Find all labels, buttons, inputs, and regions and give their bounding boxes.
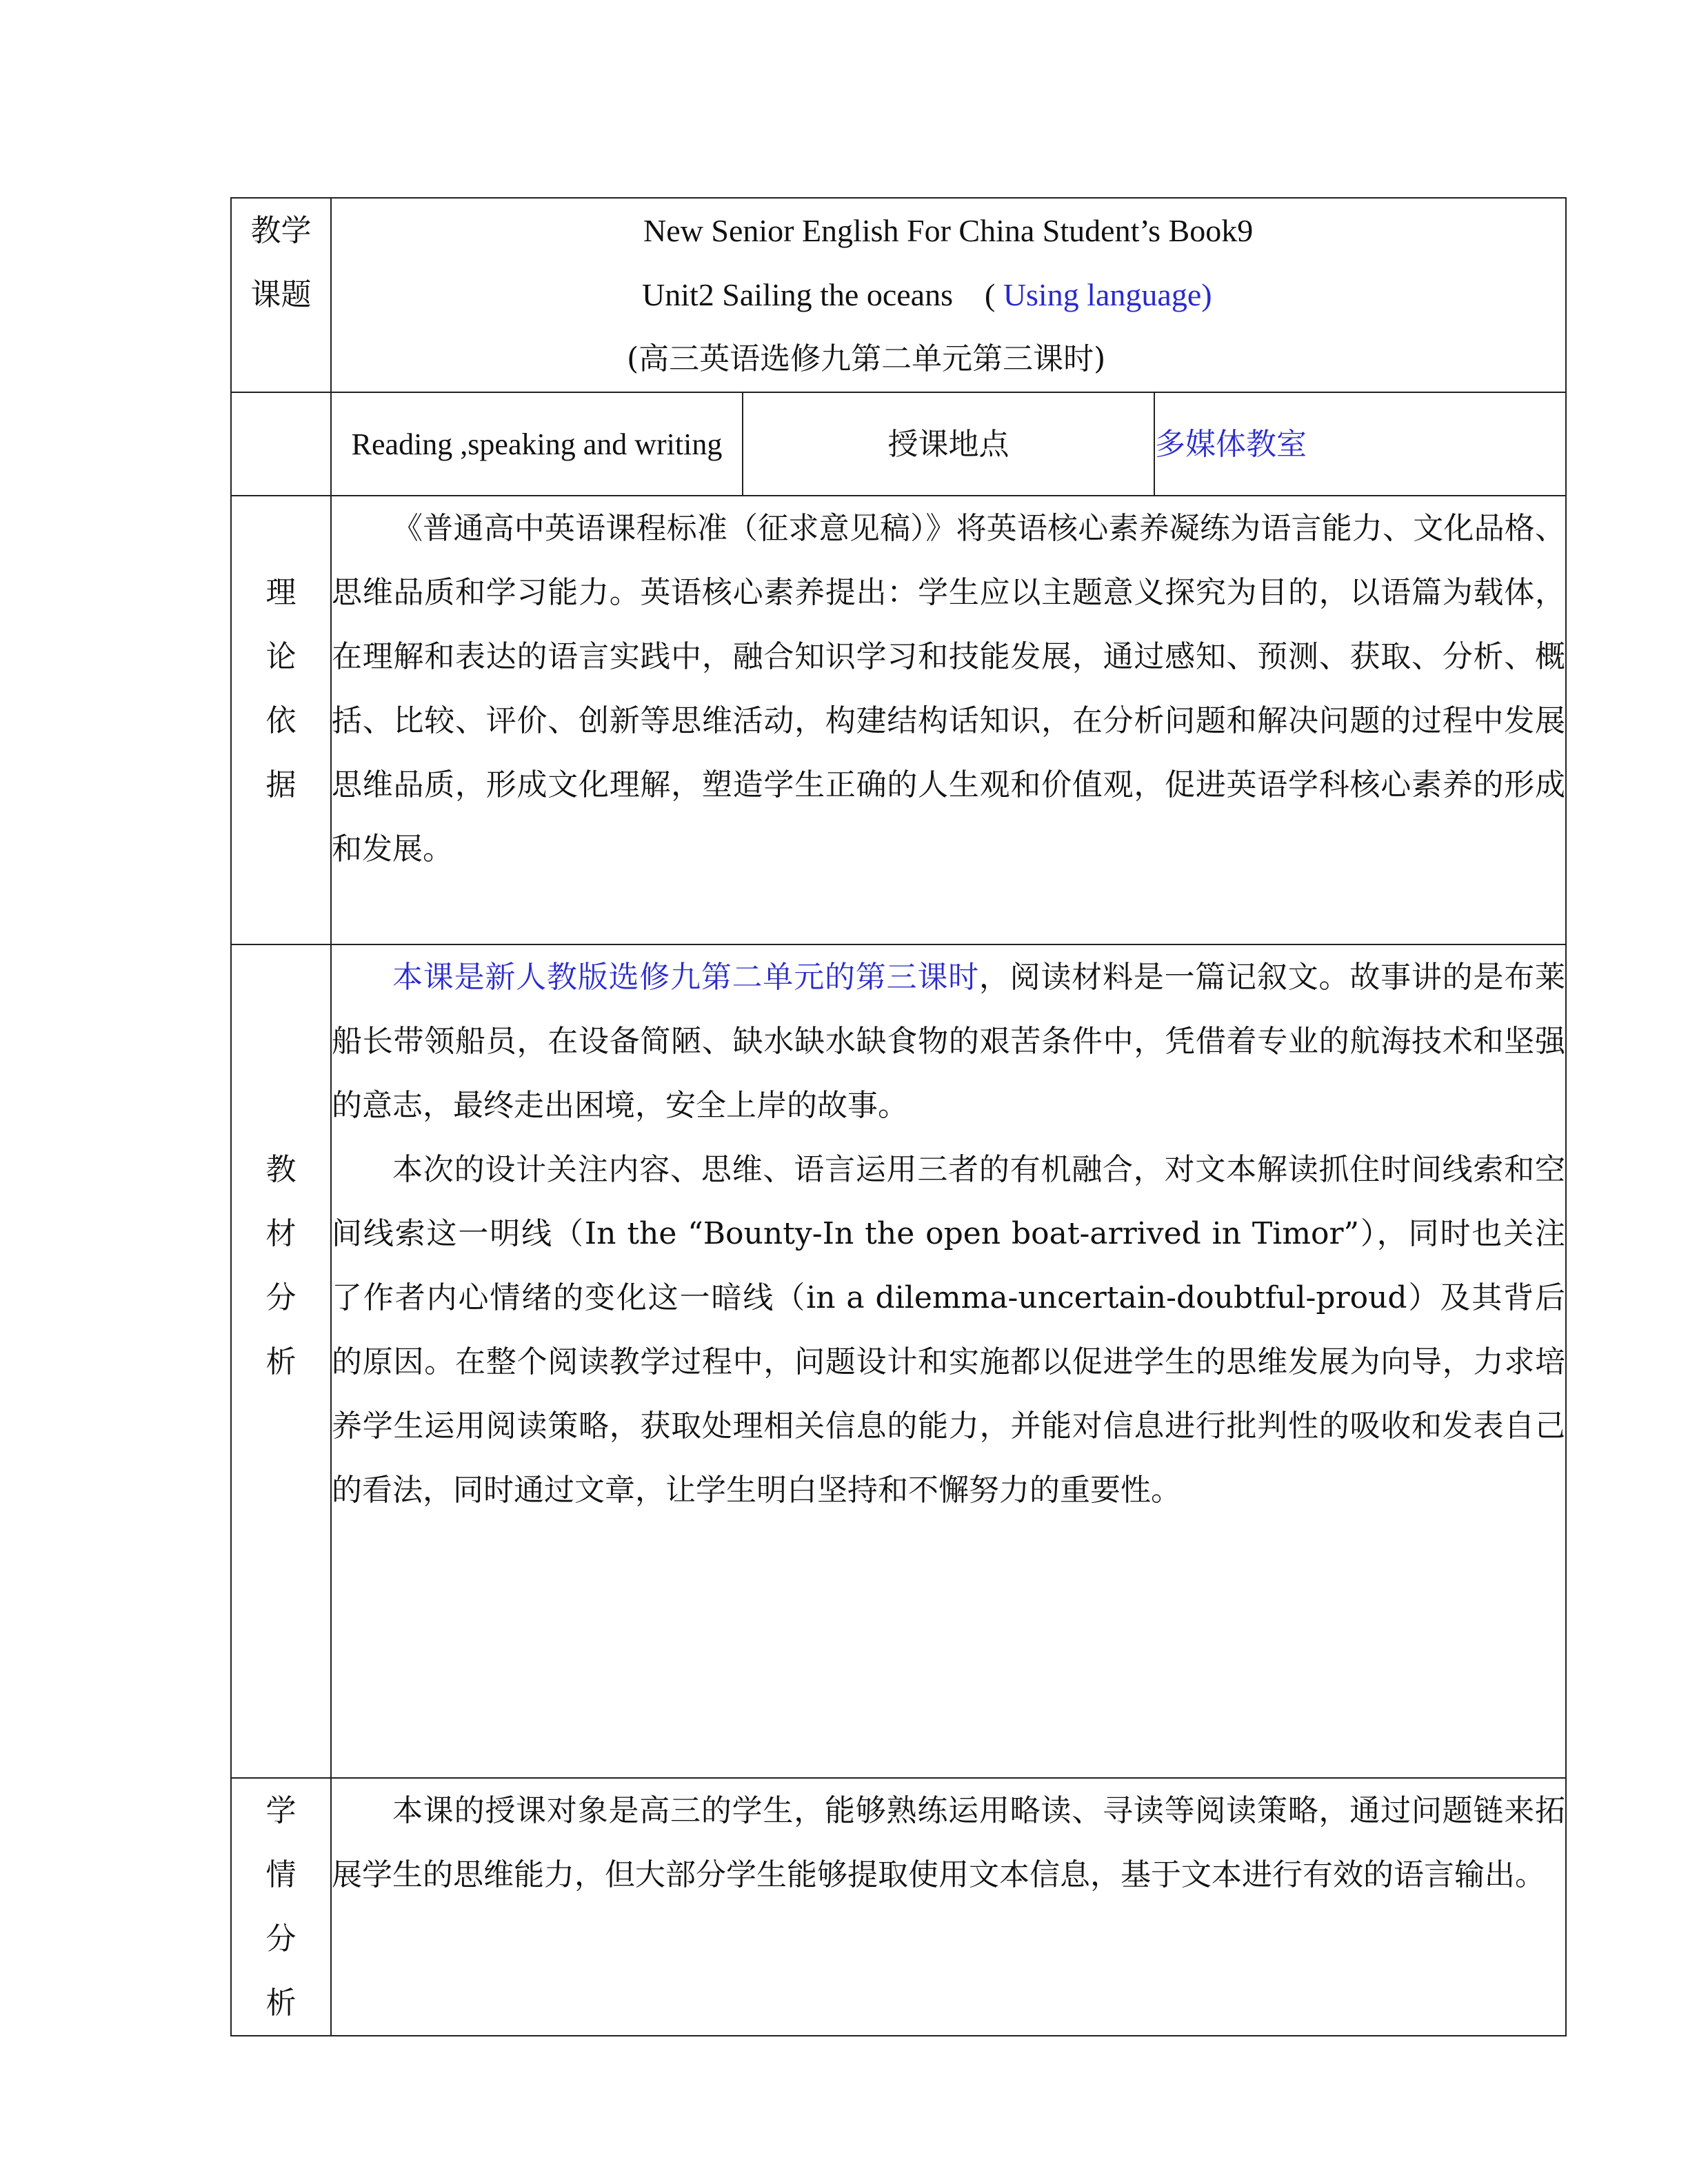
meta-label-cell — [231, 392, 331, 496]
theory-label-char: 论 — [265, 639, 297, 674]
title-row — [231, 198, 1566, 392]
lesson-type: Reading ,speaking and writing — [331, 392, 743, 496]
book-title: New Senior English For China Student’s Book9 — [643, 213, 1254, 248]
location-label: 授课地点 — [743, 392, 1154, 496]
lesson-plan-table — [230, 197, 1567, 2036]
learner-label-char: 析 — [265, 1985, 297, 2021]
material-label-char: 材 — [265, 1216, 297, 1251]
unit-title-paren: ( — [984, 277, 996, 312]
theory-label-char: 理 — [265, 575, 297, 610]
location-value: 多媒体教室 — [1154, 392, 1566, 496]
title-label-line: 课题 — [250, 277, 312, 312]
learner-label — [231, 1778, 331, 2036]
theory-label — [231, 496, 331, 944]
unit-title-accent: Using language) — [995, 277, 1212, 312]
theory-label-char: 依 — [265, 703, 297, 738]
unit-title-main: Unit2 Sailing the oceans — [642, 277, 953, 312]
meta-row — [231, 392, 1566, 496]
learner-label-char: 分 — [265, 1921, 297, 1957]
learner-label-char: 学 — [265, 1793, 297, 1828]
material-p1-rest: ，阅读材料是一篇记叙文。故事讲的是布莱船长带领船员，在设备简陋、缺水缺水缺食物的艰苦条件中，凭借着专业的航海技术和坚强的意志，最终走出困境，安全上岸的故事。 — [332, 960, 1565, 1123]
material-label-char: 分 — [265, 1280, 297, 1315]
material-paragraph-1 — [332, 945, 1565, 1138]
learner-label-char: 情 — [265, 1857, 297, 1892]
material-text-cell — [331, 944, 1566, 1778]
theory-paragraph: 《普通高中英语课程标准（征求意见稿）》将英语核心素养凝练为语言能力、文化品格、思维品质和学习能力。英语核心素养提出：学生应以主题意义探究为目的，以语篇为载体，在理解和表达的语言实践中，融合知识学习和技能发展，通过感知、预测、获取、分析、概括、比较、评价、创新等思维活动，构建结构话知识，在分析问题和解决问题的过程中发展思维品质，形成文化理解，塑造学生正确的人生观和价值观，促进英语学科核心素养的形成和发展。 — [332, 511, 1565, 867]
unit-title — [332, 263, 1565, 327]
lesson-subtitle: (高三英语选修九第二单元第三课时) — [627, 341, 1106, 376]
theory-text-cell — [331, 496, 1566, 944]
material-row — [231, 944, 1566, 1778]
theory-row — [231, 496, 1566, 944]
learner-paragraph: 本课的授课对象是高三的学生，能够熟练运用略读、寻读等阅读策略，通过问题链来拓展学生的思维能力，但大部分学生能够提取使用文本信息，基于文本进行有效的语言输出。 — [332, 1793, 1565, 1892]
material-paragraph-2: 本次的设计关注内容、思维、语言运用三者的有机融合，对文本解读抓住时间线索和空间线索这一明线（In the “Bounty-In the open boat-arrived in Timor”），同时也关注了作者内心情绪的变化这一暗线（in a dilemma-uncertain-doubtful-proud）及其背后的原因。在整个阅读教学过程中，问题设计和实施都以促进学生的思维发展为向导，力求培养学生运用阅读策略，获取处理相关信息的能力，并能对信息进行批判性的吸收和发表自己的看法，同时通过文章，让学生明白坚持和不懈努力的重要性。 — [332, 1152, 1565, 1508]
material-label-char: 析 — [265, 1344, 297, 1379]
title-label-cell — [231, 198, 331, 392]
material-label-char: 教 — [265, 1152, 297, 1187]
material-highlight: 本课是新人教版选修九第二单元的第三课时 — [392, 960, 979, 995]
title-label-line: 教学 — [250, 213, 312, 248]
title-cell — [331, 198, 1566, 392]
learner-text-cell — [331, 1778, 1566, 2036]
learner-row — [231, 1778, 1566, 2036]
theory-label-char: 据 — [265, 767, 297, 802]
material-label — [231, 944, 331, 1778]
